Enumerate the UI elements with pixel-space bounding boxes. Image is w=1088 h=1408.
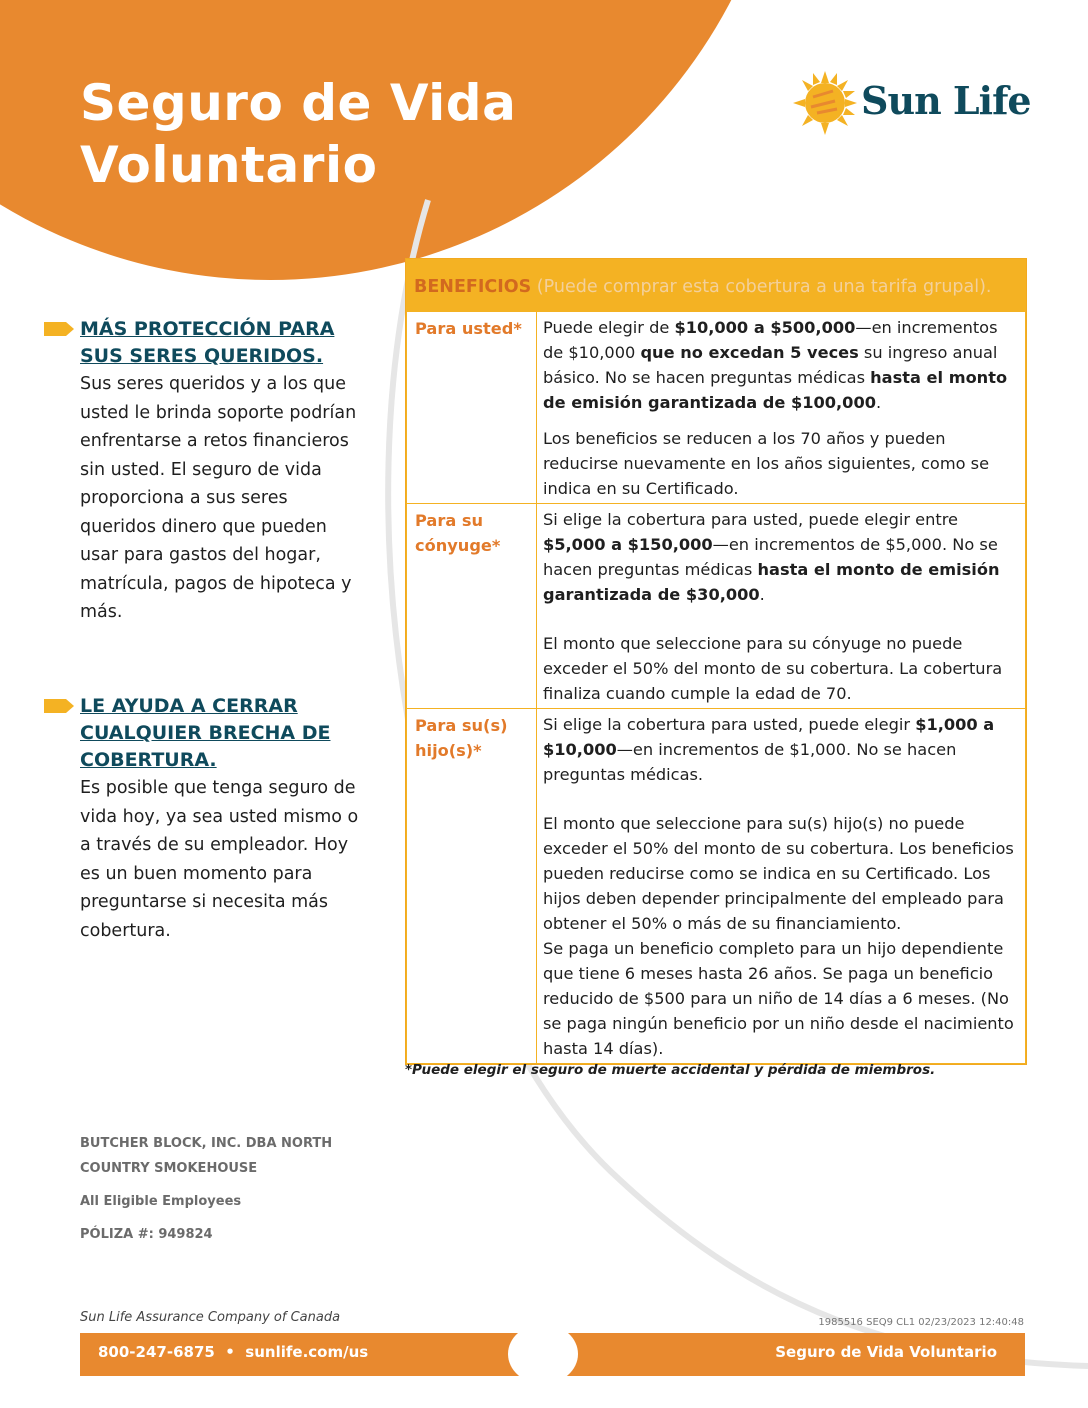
logo-wordmark: Sun Life — [861, 78, 1031, 123]
arrow-bullet-icon — [44, 322, 74, 336]
title-line-1: Seguro de Vida — [80, 74, 517, 132]
heading-line: CUALQUIER BRECHA DE — [80, 722, 331, 744]
section-close-gap — [80, 693, 360, 945]
policy-number: PÓLIZA #: 949824 — [80, 1227, 213, 1242]
title-line-2: Voluntario — [80, 136, 378, 194]
heading-line: MÁS PROTECCIÓN PARA — [80, 318, 335, 340]
benefits-footnote: *Puede elegir el seguro de muerte accidental y pérdida de miembros. — [405, 1062, 936, 1078]
section-body: Sus seres queridos y a los que usted le brinda soporte podrían enfrentarse a retos financieros sin usted. El seguro de vida proporciona a sus seres queridos dinero que pueden usar para gastos del hogar, matrícula, pagos de hipoteca y más. — [80, 374, 357, 622]
heading-line: COBERTURA — [80, 749, 210, 771]
row-description — [537, 504, 1026, 709]
benefits-table — [406, 311, 1026, 1064]
text: Si elige la cobertura para usted, puede elegir entre — [543, 510, 959, 529]
text: —en incrementos de $1,000. No se hacen preguntas médicas. — [543, 740, 957, 784]
text: . — [875, 393, 882, 412]
text: Puede elegir de — [543, 318, 675, 337]
paragraph: El monto que seleccione para su cónyuge no puede exceder el 50% del monto de su cobertura. La cobertura finaliza cuando cumple la edad de 70. — [543, 634, 1003, 703]
paragraph: Se paga un beneficio completo para un hijo dependiente que tiene 6 meses hasta 26 años. Se paga un beneficio reducido de $500 para un niño de 14 días a 6 meses. (No se paga ningún beneficio por un niño desde el nacimiento hasta 14 días). — [543, 939, 1014, 1058]
text: —en incrementos de $10,000 — [543, 318, 998, 362]
assurance-company: Sun Life Assurance Company of Canada — [80, 1310, 341, 1325]
footer-notch — [508, 1324, 578, 1384]
company-name-line: BUTCHER BLOCK, INC. DBA NORTH — [80, 1136, 333, 1151]
benefits-title: BENEFICIOS — [414, 277, 532, 297]
row-label-text: cónyuge* — [415, 536, 501, 555]
heading-line: LE AYUDA A CERRAR — [80, 695, 298, 717]
row-label-text: Para su — [415, 511, 484, 530]
row-label-text: hijo(s)* — [415, 741, 482, 760]
section-heading: MÁS PROTECCIÓN PARA SUS SERES QUERIDOS. — [80, 318, 335, 367]
text-bold: que no excedan 5 veces — [640, 343, 859, 362]
section-more-protection — [80, 316, 360, 627]
row-label — [407, 312, 537, 504]
company-name — [80, 1131, 332, 1181]
document-id: 1985516 SEQ9 CL1 02/23/2023 12:40:48 — [818, 1317, 1024, 1328]
text-bold: $5,000 a $150,000 — [543, 535, 713, 554]
heading-line: SUS SERES QUERIDOS — [80, 345, 316, 367]
paragraph: Los beneficios se reducen a los 70 años y pueden reducirse nuevamente en los años siguientes, como se indica en su Certificado. — [543, 429, 990, 498]
text-bold: hasta el monto de emisión garantizada de $30,000 — [543, 560, 1000, 604]
row-label-text: Para su(s) — [415, 716, 508, 735]
row-description — [537, 312, 1026, 504]
row-description — [537, 709, 1026, 1064]
footer-contact: 800-247-6875 • sunlife.com/us — [98, 1343, 369, 1361]
paragraph — [543, 712, 1019, 787]
company-name-line: COUNTRY SMOKEHOUSE — [80, 1161, 258, 1176]
text-bold: hasta el monto de emisión garantizada de $100,000 — [543, 368, 1008, 412]
page-title — [80, 72, 516, 196]
arrow-bullet-icon — [44, 699, 74, 713]
text: su ingreso anual básico. No se hacen preguntas médicas — [543, 343, 998, 387]
row-label — [407, 709, 537, 1064]
paragraph: El monto que seleccione para su(s) hijo(s) no puede exceder el 50% del monto de su cobertura. Los beneficios pueden reducirse como se indica en su Certificado. Los hijos deben depender principalmente del empleado para obtener el 50% o más de su financiamiento. — [543, 814, 1014, 933]
section-body: Es posible que tenga seguro de vida hoy, ya sea usted mismo o a través de su empleador. Hoy es un buen momento para preguntarse si necesita más cobertura. — [80, 778, 359, 941]
benefits-subtitle: (Puede comprar esta cobertura a una tarifa grupal). — [536, 277, 992, 297]
paragraph — [543, 507, 1019, 607]
benefits-header — [406, 259, 1026, 311]
row-label — [407, 504, 537, 709]
text: . — [759, 585, 765, 604]
text-bold: $1,000 a $10,000 — [543, 715, 995, 759]
section-heading: LE AYUDA A CERRAR CUALQUIER BRECHA DE COBERTURA. — [80, 695, 331, 771]
benefits-table-box — [405, 258, 1027, 1065]
row-label-text: Para usted* — [415, 319, 522, 338]
text-bold: $10,000 a $500,000 — [674, 318, 856, 337]
eligible-group: All Eligible Employees — [80, 1194, 242, 1209]
text: Si elige la cobertura para usted, puede elegir — [543, 715, 916, 734]
paragraph — [543, 315, 1019, 415]
text: —en incrementos de $5,000. No se hacen preguntas médicas — [543, 535, 998, 579]
table-row — [407, 504, 1026, 709]
table-row — [407, 709, 1026, 1064]
table-row — [407, 312, 1026, 504]
footer-title: Seguro de Vida Voluntario — [775, 1343, 997, 1361]
